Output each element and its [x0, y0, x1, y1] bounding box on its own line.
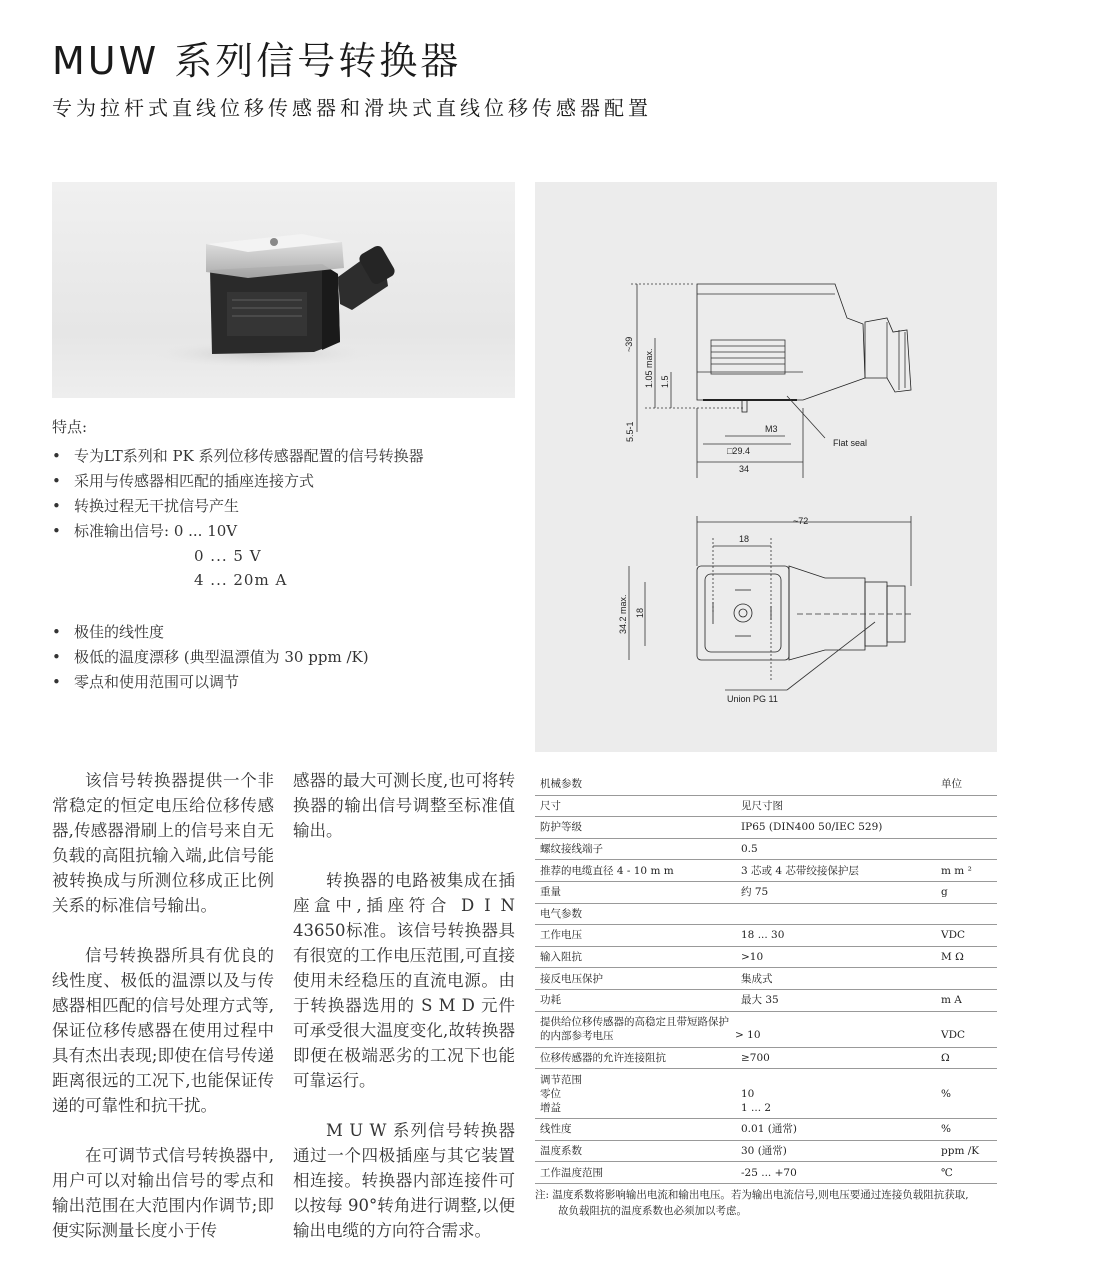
spec-table — [535, 774, 997, 1184]
spec-unit: m A — [941, 994, 962, 1007]
feature-text: 专为LT系列和 PK 系列位移传感器配置的信号转换器 — [74, 447, 424, 465]
feature-item — [52, 444, 522, 469]
spec-param: 尺寸 — [540, 799, 561, 812]
spec-value: -25 ... +70 — [741, 1166, 797, 1179]
spec-value: 集成式 — [741, 972, 773, 985]
spec-note-line: 注: 温度系数将影响输出电流和输出电压。若为输出电流信号,则电压要通过连接负载阻抗获取, — [535, 1189, 969, 1201]
spec-row — [535, 1141, 997, 1163]
spec-row — [535, 990, 997, 1012]
body-paragraph: 该信号转换器提供一个非常稳定的恒定电压给位移传感器,传感器滑刷上的信号来自无负载的高阻抗输入端,此信号能被转换成与所测位移成正比例关系的标准信号输出。 — [52, 771, 274, 915]
adjust-gain-value: 1 ... 2 — [741, 1101, 772, 1114]
spec-value: ≥700 — [741, 1051, 770, 1064]
spec-value: 3 芯或 4 芯带绞接保护层 — [741, 864, 859, 877]
spec-value: 0.5 — [741, 843, 758, 856]
spec-row — [535, 1162, 997, 1184]
spec-value: 见尺寸图 — [741, 799, 783, 812]
spec-header-row — [535, 774, 997, 796]
spec-row — [535, 1119, 997, 1141]
spec-header-param: 机械参数 — [540, 778, 582, 791]
bullet: • — [52, 522, 61, 540]
spec-note-line: 故负载阻抗的温度系数也必须加以考虑。 — [558, 1205, 747, 1217]
spec-param: 防护等级 — [540, 821, 582, 834]
features-section — [52, 416, 522, 695]
bullet: • — [52, 447, 61, 465]
feature-text: 零点和使用范围可以调节 — [74, 673, 240, 691]
spec-param: 推荐的电缆直径 4 - 10 m m — [540, 864, 674, 877]
spec-unit: m m ² — [941, 864, 972, 877]
signal-option: 0 ... 5 V — [194, 547, 262, 565]
spec-value: IP65 (DIN400 50/IEC 529) — [741, 821, 883, 834]
spec-param: 工作温度范围 — [540, 1166, 603, 1179]
feature-text: 采用与传感器相匹配的插座连接方式 — [74, 472, 315, 490]
signal-option: 4 ... 20m A — [194, 571, 288, 589]
features-list-2 — [52, 620, 522, 695]
spec-value: 18 ... 30 — [741, 929, 785, 942]
spec-param: 螺纹接线端子 — [540, 843, 603, 856]
feature-text: 极佳的线性度 — [74, 623, 165, 641]
spec-unit: % — [941, 1123, 951, 1136]
spec-param: 输入阻抗 — [540, 951, 582, 964]
dim-342: 34.2 max. — [618, 594, 628, 634]
spec-unit: VDC — [941, 929, 966, 942]
dim-105: 1.05 max. — [644, 348, 654, 388]
feature-text: 标准输出信号: 0 ... 10V — [74, 522, 238, 540]
spec-param: 位移传感器的允许连接阻抗 — [540, 1051, 666, 1064]
body-column-2 — [293, 768, 515, 1268]
adjust-zero-value: 10 — [741, 1087, 755, 1100]
dim-m3: M3 — [765, 424, 778, 434]
spec-unit: ppm /K — [941, 1145, 980, 1158]
bullet: • — [52, 648, 61, 666]
spec-param: 功耗 — [540, 994, 561, 1007]
dimension-drawing — [535, 182, 997, 752]
spec-param: 线性度 — [540, 1123, 572, 1136]
spec-row — [535, 1048, 997, 1070]
spec-row — [535, 1012, 997, 1048]
feature-item — [52, 620, 522, 645]
feature-item — [52, 494, 522, 519]
feature-text: 极低的温度漂移 (典型温漂值为 30 ppm /K) — [74, 648, 369, 666]
spec-row-adjust — [535, 1069, 997, 1119]
spec-note — [535, 1187, 1000, 1219]
dim-18b: 18 — [635, 607, 645, 618]
spec-param: 提供给位移传感器的高稳定且带短路保护的内部参考电压 — [540, 1016, 729, 1043]
spec-row — [535, 817, 997, 839]
body-paragraph: 信号转换器所具有优良的线性度、极低的温漂以及与传感器相匹配的信号处理方式等,保证位移传感器在使用过程中具有杰出表现;即使在信号传递距离很远的工况下,也能保证传递的可靠性和抗干扰。 — [52, 946, 274, 1115]
body-paragraph: 感器的最大可测长度,也可将转换器的输出信号调整至标准值输出。 — [293, 771, 515, 840]
spec-unit: g — [941, 886, 948, 899]
spec-row — [535, 947, 997, 969]
body-paragraph: 在可调节式信号转换器中,用户可以对输出信号的零点和输出范围在大范围内作调节;即便实际测量长度小于传 — [52, 1146, 274, 1240]
features-title: 特点: — [52, 418, 88, 436]
spec-param: 温度系数 — [540, 1145, 582, 1158]
body-paragraph: M U W 系列信号转换器通过一个四极插座与其它装置相连接。转换器内部连接件可以按每 90°转角进行调整,以便输出电缆的方向符合需求。 — [293, 1121, 515, 1240]
spec-unit: Ω — [941, 1051, 950, 1064]
spec-unit: % — [941, 1087, 951, 1100]
spec-value: 最大 35 — [741, 994, 779, 1007]
dim-34: 34 — [739, 464, 750, 474]
spec-value — [741, 1073, 941, 1115]
body-paragraph: 转换器的电路被集成在插座盒中,插座符合 D I N 43650标准。该信号转换器具有很宽的工作电压范围,可直接使用未经稳压的直流电源。由于转换器选用的 S M D 元件可承受很大温度变化,故转换器即便在极端恶劣的工况下也能可靠运行。 — [293, 871, 515, 1090]
spec-value: 30 (通常) — [741, 1145, 787, 1158]
spec-row — [535, 882, 997, 904]
spec-row — [535, 925, 997, 947]
spec-unit: ℃ — [941, 1166, 953, 1179]
adjust-zero-label: 零位 — [540, 1087, 561, 1100]
dim-18a: 18 — [739, 534, 750, 544]
adjust-title: 调节范围 — [540, 1073, 582, 1086]
bullet: • — [52, 472, 61, 490]
spec-param — [535, 1073, 741, 1115]
connector-photo-image — [52, 182, 515, 398]
page-title: MUW 系列信号转换器 — [52, 39, 462, 83]
bullet: • — [52, 497, 61, 515]
spec-unit: VDC — [941, 1029, 966, 1042]
spec-value: 约 75 — [741, 886, 769, 899]
adjust-gain-label: 增益 — [540, 1101, 561, 1114]
features-list — [52, 444, 522, 544]
spec-value: > 10 — [735, 1029, 761, 1042]
spec-section-row — [535, 904, 997, 926]
spec-section-title: 电气参数 — [540, 907, 582, 920]
page-subtitle: 专为拉杆式直线位移传感器和滑块式直线位移传感器配置 — [52, 96, 652, 120]
bullet: • — [52, 673, 61, 691]
dim-55: 5.5-1 — [625, 421, 635, 442]
spec-param: 重量 — [540, 886, 561, 899]
spec-row — [535, 860, 997, 882]
feature-item — [52, 519, 522, 544]
spec-param: 接反电压保护 — [540, 972, 603, 985]
dim-15: 1.5 — [660, 375, 670, 388]
dim-72: ~72 — [793, 516, 809, 526]
spec-row — [535, 968, 997, 990]
product-photo — [52, 182, 515, 398]
dim-294: □29.4 — [727, 446, 750, 456]
spec-row — [535, 796, 997, 818]
spec-value: 0.01 (通常) — [741, 1123, 797, 1136]
bullet: • — [52, 623, 61, 641]
spec-row — [535, 839, 997, 861]
feature-item — [52, 469, 522, 494]
spec-param: 工作电压 — [540, 929, 582, 942]
feature-item — [52, 670, 522, 695]
union-label: Union PG 11 — [727, 694, 778, 704]
spec-value: >10 — [741, 951, 764, 964]
feature-item — [52, 645, 522, 670]
feature-text: 转换过程无干扰信号产生 — [74, 497, 240, 515]
spec-header-unit: 单位 — [941, 778, 962, 791]
spec-unit: M Ω — [941, 951, 964, 964]
body-column-1 — [52, 768, 274, 1268]
dim-39: ~39 — [624, 336, 634, 352]
flat-seal-label: Flat seal — [833, 438, 868, 448]
